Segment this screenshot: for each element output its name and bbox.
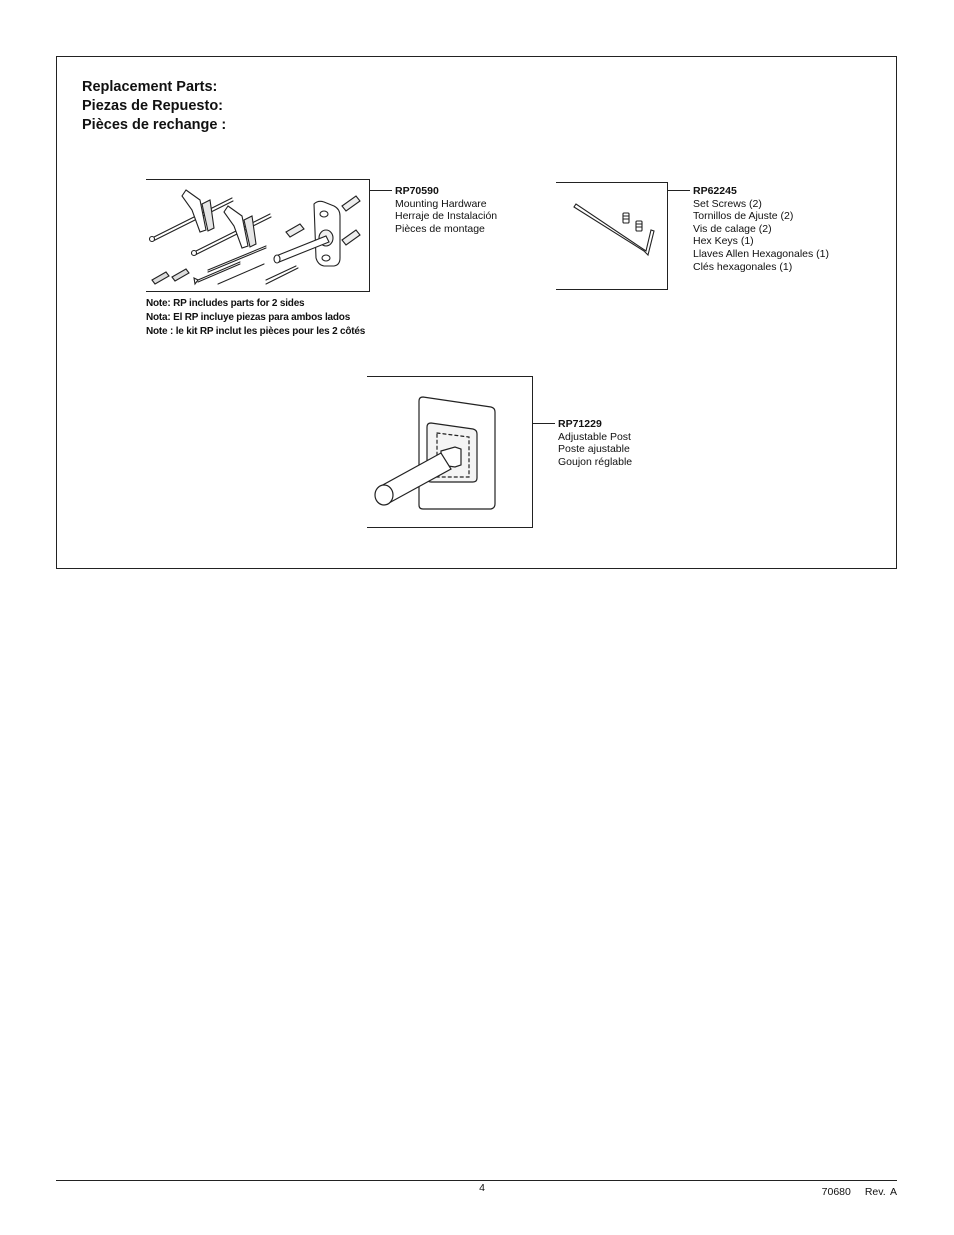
replacement-parts-heading	[82, 78, 226, 135]
mounting-hardware-box	[146, 179, 370, 292]
footer-rule	[56, 1180, 897, 1181]
part-desc-es: Poste ajustable	[558, 443, 630, 456]
part-desc-line: Llaves Allen Hexagonales (1)	[693, 247, 829, 260]
note-french: Note : le kit RP inclut les pièces pour les 2 côtés	[146, 326, 366, 338]
part-desc-en: Mounting Hardware	[395, 197, 487, 210]
note-spanish: Nota: El RP incluye piezas para ambos lados	[146, 312, 351, 324]
part-desc-line: Hex Keys (1)	[693, 235, 754, 248]
part-rp70590-label	[395, 185, 497, 235]
heading-spanish: Piezas de Repuesto:	[82, 98, 224, 114]
doc-number: 70680	[821, 1186, 851, 1198]
mounting-hardware-callout-line	[370, 190, 392, 191]
part-desc-line: Tornillos de Ajuste (2)	[693, 210, 794, 223]
part-number: RP71229	[558, 418, 602, 430]
adjustable-post-box	[367, 376, 533, 528]
adjustable-post-illustration	[367, 377, 531, 527]
note-english: Note: RP includes parts for 2 sides	[146, 298, 305, 309]
part-number: RP62245	[693, 185, 737, 197]
hex-key-box	[556, 182, 668, 290]
part-desc-line: Clés hexagonales (1)	[693, 260, 793, 273]
part-desc-line: Vis de calage (2)	[693, 222, 772, 235]
part-rp71229-label	[558, 418, 632, 468]
part-desc-es: Herraje de Instalación	[395, 210, 498, 223]
parts-note	[146, 297, 365, 340]
doc-revision: Rev. A	[864, 1186, 897, 1198]
part-desc-line: Set Screws (2)	[693, 197, 762, 210]
adjustable-post-callout-line	[533, 423, 555, 424]
part-desc-fr: Pièces de montage	[395, 222, 485, 235]
heading-english: Replacement Parts:	[82, 79, 218, 95]
document-id	[822, 1186, 897, 1198]
heading-french: Pièces de rechange :	[82, 117, 227, 133]
page-number: 4	[479, 1182, 485, 1194]
part-number: RP70590	[395, 185, 439, 197]
part-rp62245-label	[693, 185, 829, 273]
hex-key-set-screws-illustration	[556, 183, 666, 289]
part-desc-en: Adjustable Post	[558, 430, 631, 443]
part-desc-fr: Goujon réglable	[558, 455, 633, 468]
hex-key-callout-line	[668, 190, 690, 191]
mounting-hardware-illustration	[146, 180, 368, 291]
